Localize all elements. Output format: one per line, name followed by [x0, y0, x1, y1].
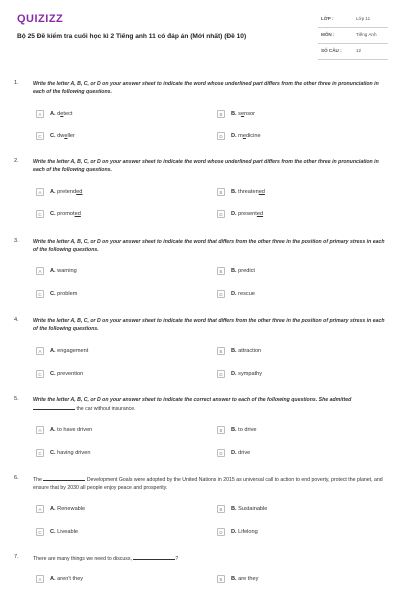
question-prompt: The Development Goals were adopted by the United Nations in 2015 as universal call to action to end poverty, protect the planet, and ensure that by 2030 all people enjoy peace and prosperity.: [33, 477, 383, 492]
meta-value: 12: [356, 48, 362, 53]
option-box: D: [217, 528, 225, 536]
option-box: B: [217, 575, 225, 583]
option-box: B: [217, 110, 225, 118]
quizizz-logo: QUIZIZZ: [17, 13, 64, 25]
question-number: 3.: [14, 238, 19, 244]
question-number: 2.: [14, 158, 19, 164]
meta-row-count: [318, 44, 388, 60]
option-box: B: [217, 426, 225, 434]
option-box: A: [36, 575, 44, 583]
meta-key: SỐ CÂU :: [321, 48, 342, 53]
option-box: C: [36, 449, 44, 457]
meta-key: LỚP :: [321, 16, 334, 21]
option-box: D: [217, 210, 225, 218]
option-box: D: [217, 290, 225, 298]
answer-blank: [33, 404, 75, 410]
option-box: A: [36, 110, 44, 118]
question-number: 1.: [14, 80, 19, 86]
option-box: B: [217, 347, 225, 355]
meta-value: Lớp 11: [356, 16, 371, 21]
option-box: A: [36, 267, 44, 275]
question-prompt: Write the letter A, B, C, or D on your answer sheet to indicate the word whose underlined part differs from the other three in pronunciation in each of the following questions.: [33, 81, 379, 96]
option-box: A: [36, 347, 44, 355]
option-box: C: [36, 290, 44, 298]
option-box: D: [217, 370, 225, 378]
question-prompt: There are many things we need to discuss, ?: [33, 556, 179, 562]
option-box: D: [217, 449, 225, 457]
document-title: Bộ 25 Đề kiểm tra cuối học kì 2 Tiếng anh 11 có đáp án (Mới nhất) (Đề 10): [17, 33, 247, 40]
meta-row-class: [318, 12, 388, 28]
option-box: C: [36, 528, 44, 536]
option-box: C: [36, 370, 44, 378]
option-box: A: [36, 505, 44, 513]
answer-blank: [43, 475, 85, 481]
option-box: B: [217, 267, 225, 275]
question-prompt: Write the letter A, B, C, or D on your answer sheet to indicate the correct answer to each of the following questions. She admitted the car without insurance.: [33, 397, 352, 413]
option-box: C: [36, 210, 44, 218]
meta-table: [318, 12, 388, 60]
meta-row-subject: [318, 28, 388, 44]
option-box: D: [217, 132, 225, 140]
option-box: A: [36, 188, 44, 196]
meta-key: MÔN :: [321, 32, 335, 37]
option-box: C: [36, 132, 44, 140]
option-box: A: [36, 426, 44, 434]
question-prompt: Write the letter A, B, C, or D on your answer sheet to indicate the word that differs from the other three in the position of primary stress in each of the following questions.: [33, 239, 385, 254]
option-box: B: [217, 188, 225, 196]
meta-value: Tiếng Anh: [356, 32, 377, 37]
option-box: B: [217, 505, 225, 513]
answer-blank: [133, 554, 175, 560]
question-number: 5.: [14, 396, 19, 402]
question-prompt: Write the letter A, B, C, or D on your answer sheet to indicate the word whose underlined part differs from the other three in pronunciation in each of the following questions.: [33, 159, 379, 174]
page-header: [0, 0, 400, 62]
question-prompt: Write the letter A, B, C, or D on your answer sheet to indicate the word that differs from the other three in the position of primary stress in each of the following questions.: [33, 318, 385, 333]
question-number: 4.: [14, 317, 19, 323]
question-number: 7.: [14, 554, 19, 560]
question-number: 6.: [14, 475, 19, 481]
